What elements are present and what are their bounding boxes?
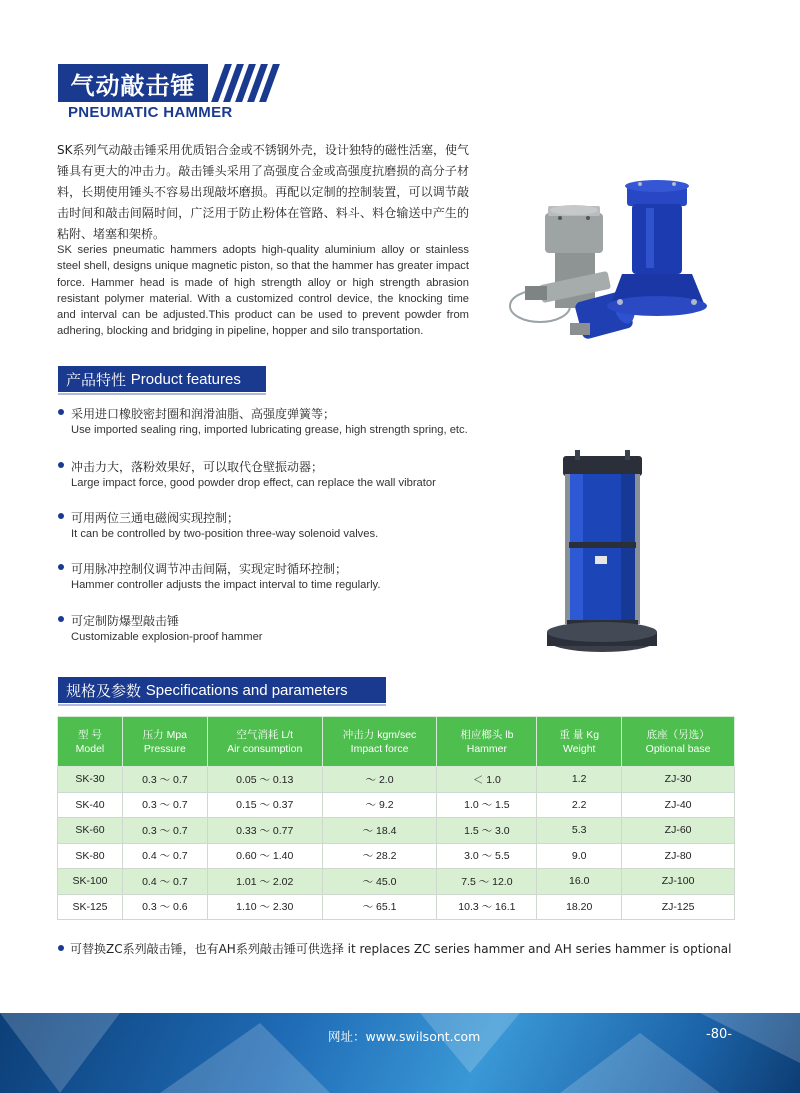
- table-cell: ～ 9.2: [322, 792, 437, 818]
- feature-text-cn: 冲击力大，落粉效果好，可以取代仓壁振动器；: [71, 460, 324, 474]
- bullet-icon: [58, 564, 64, 570]
- table-cell: SK-80: [58, 843, 123, 869]
- table-cell: 0.4 ～ 0.7: [122, 843, 207, 869]
- table-row: [58, 818, 735, 844]
- feature-text-cn: 可定制防爆型敲击锤: [71, 614, 180, 628]
- table-cell: 18.20: [537, 894, 622, 920]
- features-header-en: Product features: [130, 370, 241, 388]
- bullet-icon: [58, 616, 64, 622]
- table-cell: 1.2: [537, 767, 622, 793]
- specs-section-header: [58, 677, 386, 703]
- features-section-header: [58, 366, 266, 392]
- table-cell: 9.0: [537, 843, 622, 869]
- website-url[interactable]: 网址：www.swilsont.com: [328, 1029, 481, 1044]
- table-cell: 7.5 ～ 12.0: [437, 869, 537, 895]
- title-block: [58, 64, 273, 102]
- table-cell: SK-40: [58, 792, 123, 818]
- intro-text-en: SK series pneumatic hammers adopts high-quality aluminium alloy or stainless steel shell, designs unique magnetic piston, so that the hammer has greater impact force. Hammer head is made of high strength alloy or high strength abrasion resistant polymer material. With a customized control device, the knocking time and interval can be adjusted.This product can be used to prevent powder from adhering, blocking and bridging in pipeline, hopper and silo transportation.: [57, 244, 469, 338]
- table-cell: ZJ-60: [622, 818, 735, 844]
- bullet-icon: [58, 513, 64, 519]
- table-cell: ～ 65.1: [322, 894, 437, 920]
- table-cell: ＜ 1.0: [437, 767, 537, 793]
- table-cell: SK-100: [58, 869, 123, 895]
- table-cell: 1.10 ～ 2.30: [207, 894, 322, 920]
- footer-pattern: [0, 1013, 800, 1093]
- table-cell: 5.3: [537, 818, 622, 844]
- table-row: [58, 894, 735, 920]
- table-cell: SK-60: [58, 818, 123, 844]
- table-row: [58, 869, 735, 895]
- bullet-icon: [58, 462, 64, 468]
- page-title-cn: 气动敲击锤: [58, 64, 208, 102]
- table-cell: 16.0: [537, 869, 622, 895]
- table-cell: ZJ-100: [622, 869, 735, 895]
- footnote-text: 可替换ZC系列敲击锤，也有AH系列敲击锤可供选择 it replaces ZC series hammer and AH series hammer is optional: [70, 942, 732, 956]
- bullet-icon: [58, 409, 64, 415]
- intro-text-cn: SK系列气动敲击锤采用优质铝合金或不锈钢外壳，设计独特的磁性活塞，使气锤具有更大的冲击力。敲击锤头采用了高强度合金或高强度抗磨损的高分子材料，长期使用锤头不容易出现敲坏磨损。再配以定制的控制装置，可以调节敲击时间和敲击间隔时间，广泛用于防止粉体在管路、料斗、料仓输送中产生的粘附、堵塞和架桥。: [57, 143, 469, 241]
- table-cell: ～ 2.0: [322, 767, 437, 793]
- table-cell: ～ 45.0: [322, 869, 437, 895]
- table-cell: ZJ-125: [622, 894, 735, 920]
- table-cell: 0.3 ～ 0.7: [122, 818, 207, 844]
- table-cell: 1.01 ～ 2.02: [207, 869, 322, 895]
- table-cell: 2.2: [537, 792, 622, 818]
- column-header: 空气消耗 L/t Air consumption: [207, 717, 322, 767]
- table-cell: 1.0 ～ 1.5: [437, 792, 537, 818]
- table-cell: 0.60 ～ 1.40: [207, 843, 322, 869]
- table-cell: 1.5 ～ 3.0: [437, 818, 537, 844]
- column-header: 底座（另选） Optional base: [622, 717, 735, 767]
- table-cell: ～ 18.4: [322, 818, 437, 844]
- table-cell: ZJ-40: [622, 792, 735, 818]
- table-cell: ZJ-30: [622, 767, 735, 793]
- product-image-cylinder-hammer: [545, 450, 660, 660]
- features-header-cn: 产品特性: [66, 371, 127, 389]
- table-cell: 0.4 ～ 0.7: [122, 869, 207, 895]
- table-cell: 0.3 ～ 0.7: [122, 767, 207, 793]
- specs-table: [57, 716, 735, 920]
- table-row: [58, 843, 735, 869]
- specs-header-cn: 规格及参数: [66, 682, 142, 700]
- table-cell: 3.0 ～ 5.5: [437, 843, 537, 869]
- feature-text-cn: 采用进口橡胶密封圈和润滑油脂、高强度弹簧等；: [71, 407, 336, 421]
- table-cell: 0.3 ～ 0.7: [122, 792, 207, 818]
- table-row: [58, 792, 735, 818]
- footnote: [58, 940, 758, 957]
- table-cell: 0.15 ～ 0.37: [207, 792, 322, 818]
- column-header: 相应榔头 lb Hammer: [437, 717, 537, 767]
- column-header: 型 号 Model: [58, 717, 123, 767]
- table-cell: 0.3 ～ 0.6: [122, 894, 207, 920]
- feature-text-en: Use imported sealing ring, imported lubricating grease, high strength spring, etc.: [71, 424, 468, 436]
- column-header: 压力 Mpa Pressure: [122, 717, 207, 767]
- feature-text-en: It can be controlled by two-position three-way solenoid valves.: [71, 528, 379, 540]
- feature-text-cn: 可用两位三通电磁阀实现控制；: [71, 511, 240, 525]
- table-cell: 0.05 ～ 0.13: [207, 767, 322, 793]
- feature-text-en: Customizable explosion-proof hammer: [71, 631, 263, 643]
- feature-text-en: Large impact force, good powder drop effect, can replace the wall vibrator: [71, 477, 436, 489]
- feature-text-en: Hammer controller adjusts the impact interval to time regularly.: [71, 579, 381, 591]
- table-cell: 0.33 ～ 0.77: [207, 818, 322, 844]
- table-cell: SK-30: [58, 767, 123, 793]
- table-row: [58, 767, 735, 793]
- table-cell: SK-125: [58, 894, 123, 920]
- specs-header-en: Specifications and parameters: [145, 681, 348, 699]
- page-title-en: PNEUMATIC HAMMER: [68, 104, 233, 121]
- table-cell: ZJ-80: [622, 843, 735, 869]
- footer-banner: [0, 1013, 800, 1093]
- table-header-row: [58, 717, 735, 767]
- product-image-hammers: [500, 178, 730, 353]
- page-number: -80-: [706, 1027, 732, 1042]
- table-cell: 10.3 ～ 16.1: [437, 894, 537, 920]
- column-header: 重 量 Kg Weight: [537, 717, 622, 767]
- bullet-icon: [58, 945, 64, 951]
- column-header: 冲击力 kgm/sec Impact force: [322, 717, 437, 767]
- table-cell: ～ 28.2: [322, 843, 437, 869]
- feature-text-cn: 可用脉冲控制仪调节冲击间隔，实现定时循环控制；: [71, 562, 348, 576]
